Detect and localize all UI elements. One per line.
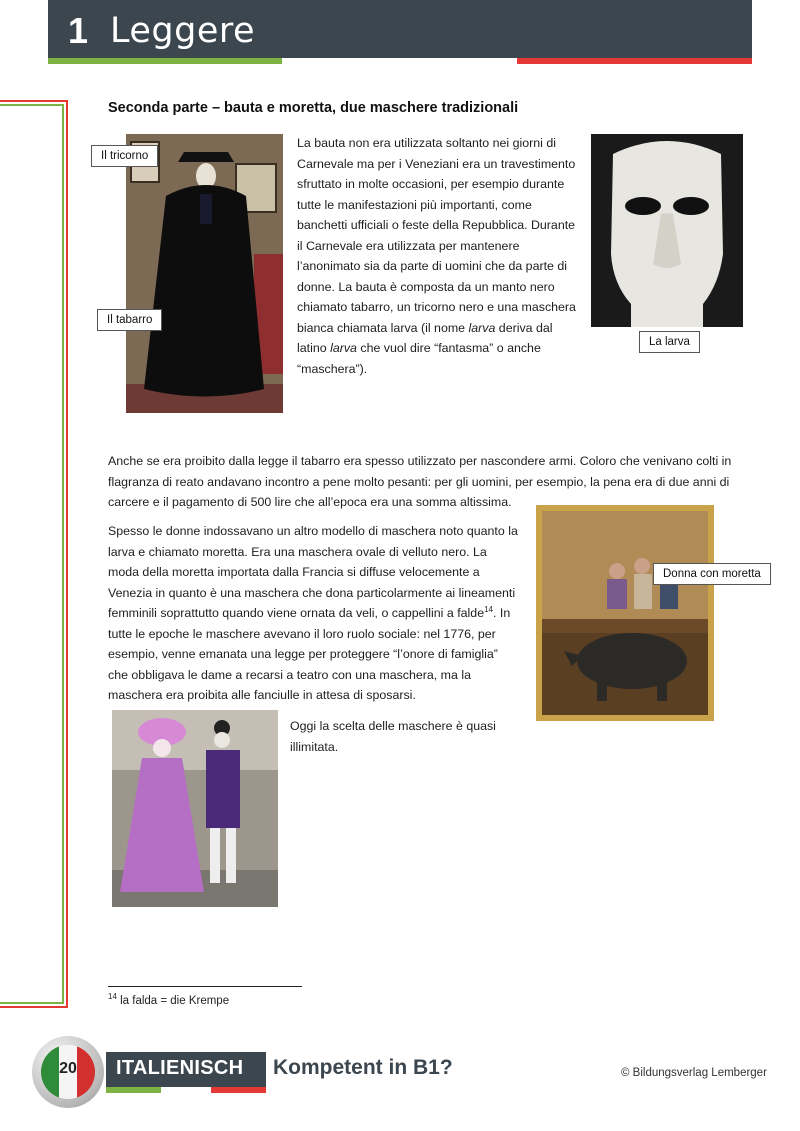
- brand-name: ITALIENISCH: [116, 1057, 244, 1079]
- paragraph-today: Oggi la scelta delle maschere è quasi illimitata.: [290, 719, 496, 754]
- chapter-title: Leggere: [110, 11, 256, 51]
- italic-larva-2: larva: [330, 341, 357, 355]
- larva-mask-photo: [591, 134, 743, 327]
- paragraph-moretta: [108, 521, 520, 706]
- footnote: [108, 992, 230, 1007]
- italic-larva-1: larva: [468, 320, 496, 335]
- paragraph-bauta-text-1: La bauta non era utilizzata soltanto nei giorni di Carnevale ma per i Veneziani era un travestimento sfruttato in molte occasioni, per esempio durante tutte le manifestazioni più importanti, come banchetti ufficiali o feste della Repubblica. Durante il Carnevale era utilizzata per mantenere l’anonimato sia da parte di uomini che da parte di donne. La bauta è composta da un manto nero chiamato tabarro, un tricorno nero e una maschera bianca chiamata larva (il nome: [297, 136, 576, 335]
- footnote-number: 14: [108, 992, 117, 1002]
- paragraph-tabarro: Anche se era proibito dalla legge il tabarro era spesso utilizzato per nascondere armi. Coloro che venivano colti in flagranza di reato andavano incontro a pene molto pesanti: per gli uomini, per esempio, la pena era di due anni di carcere e il pagamento di 500 lire che all’epoca era una somma altissima.: [108, 454, 732, 509]
- label-larva: La larva: [639, 331, 700, 353]
- brand-subtitle: Kompetent in B1?: [273, 1056, 453, 1079]
- left-frame-green: [0, 104, 64, 1004]
- footnote-divider: [108, 986, 302, 987]
- paragraph-bauta-text-2: deriva dal latino: [297, 320, 553, 355]
- header-red-bar: [517, 58, 752, 64]
- label-tabarro: Il tabarro: [97, 309, 162, 331]
- paragraph-bauta-text-3: che vuol dire “fantasma” o anche “maschera”).: [297, 341, 541, 376]
- rhinoceros-painting: [536, 505, 714, 721]
- publisher: © Bildungsverlag Lemberger: [621, 1067, 767, 1079]
- paragraph-moretta-text-2: . In tutte le epoche le maschere avevano il loro ruolo sociale: nel 1776, per esempio, venne emanata una legge per proteggere “l’onore di famiglia” che obbligava le dame a recarsi a teatro con una maschera, ma la maschera era proibita alle fanciulle in attesa di sposarsi.: [108, 606, 511, 702]
- footnote-ref: 14: [484, 604, 493, 614]
- brand-red-bar: [211, 1087, 266, 1093]
- brand-green-bar: [106, 1087, 161, 1093]
- label-tricorno: Il tricorno: [91, 145, 158, 167]
- paragraph-moretta-text-1: Spesso le donne indossavano un altro modello di maschera noto quanto la larva e chiamato moretta. Era una maschera ovale di velluto nero. La moda della moretta importata dalla Francia si diffuse velocemente a Venezia in quanto è una maschera che dona particolarmente ai lineamenti femminili soprattutto quando viene ornata da veli, o cappellini a falde: [108, 524, 518, 620]
- header-green-bar: [48, 58, 282, 64]
- section-title: Seconda parte – bauta e moretta, due maschere tradizionali: [108, 100, 519, 116]
- footnote-text: la falda = die Krempe: [116, 995, 230, 1007]
- chapter-number: 1: [68, 10, 89, 51]
- carnival-costumes-photo: [112, 710, 278, 907]
- label-moretta: Donna con moretta: [653, 563, 771, 585]
- page-number: 20: [59, 1060, 77, 1077]
- paragraph-bauta: [297, 133, 579, 379]
- bauta-costume-photo: [126, 134, 283, 413]
- page-header: [48, 0, 752, 58]
